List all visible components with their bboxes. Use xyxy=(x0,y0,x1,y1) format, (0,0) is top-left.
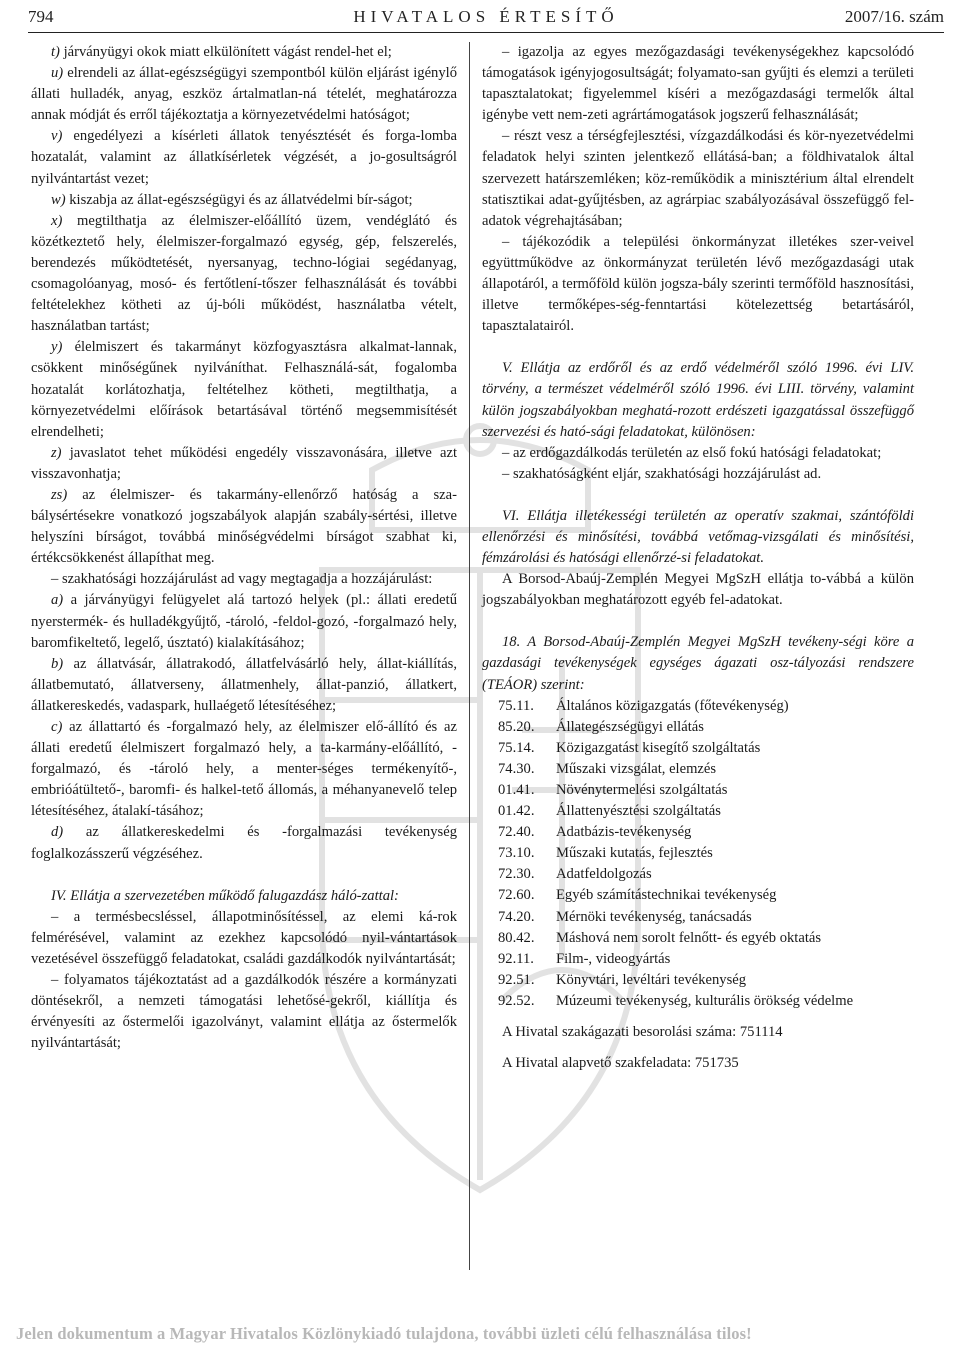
left-column xyxy=(31,42,457,1054)
list-item: 75.14. Közigazgatást kisegítő szolgáltatás xyxy=(498,739,761,756)
dash-item-6: – tájékozódik a települési önkormányzat illetékes szer-veivel együttműködve az önkormányzat területén lévő mezőgazdasági utak állapotáról, a termőföld külön jogsza-bály szerinti termőföld hasznosítási, illetve termőképes-ség-fenntartási kötelezettség betartásáról, tapasztalatairól. xyxy=(482,233,914,335)
item-t: t) járványügyi okok miatt elkülönített vágást rendel-het el; xyxy=(51,44,392,60)
item-u: u) elrendeli az állat-egészségügyi szempontból külön eljárást igénylő állati hulladék, anyag, eszköz ártalmatlan-ná tételét, meghatározza annak módját és erről tájékoztatja a környezetvédelmi hatóságot; xyxy=(31,65,457,124)
spacer xyxy=(482,337,914,358)
item-d: d) az állatkereskedelmi és -forgalmazási tevékenység foglalkozásszerű végzéséhez. xyxy=(31,824,457,862)
list-item: 72.60. Egyéb számítástechnikai tevékenység xyxy=(498,887,777,904)
classification-number-line: A Hivatal szakágazati besorolási száma: 751114 xyxy=(502,1024,783,1041)
spacer xyxy=(482,1012,914,1022)
list-item: 92.52. Múzeumi tevékenység, kulturális örökség védelme xyxy=(498,992,854,1009)
list-item: 73.10. Műszaki kutatás, fejlesztés xyxy=(498,845,713,862)
section-18-heading: 18. A Borsod-Abaúj-Zemplén Megyei MgSzH tevékeny-ségi köre a gazdasági tevékenységek egységes ágazati osz-tályozási rendszere (TEÁOR) szerint: xyxy=(482,634,914,693)
spacer xyxy=(31,865,457,886)
list-item: 85.20. Állategészségügyi ellátás xyxy=(498,718,704,735)
list-item: 74.20. Mérnöki tevékenység, tanácsadás xyxy=(498,908,752,925)
page-number: 794 xyxy=(28,7,54,26)
item-v: v) engedélyezi a kísérleti állatok tenyésztését és forga-lomba hozatalát, valamint az állatkísérletek végzését, a jo-gosultságról nyilvántartást vezet; xyxy=(31,128,457,187)
header-rule xyxy=(28,32,944,33)
list-item: 01.42. Állattenyésztési szolgáltatás xyxy=(498,803,721,820)
dash-item-1: – szakhatósági hozzájárulást ad vagy megtagadja a hozzájárulást: xyxy=(51,571,433,588)
copyright-notice: Jelen dokumentum a Magyar Hivatalos Közlönykiadó tulajdona, további üzleti célú felhasználása tilos! xyxy=(16,1324,752,1343)
dash-item-3: – folyamatos tájékoztatást ad a gazdálkodók részére a kormányzati döntésekről, a nemzeti támogatási lehetősé-gekről, kiállítja és érvényesíti az őstermelői igazolványt, valamint ellátja az őstermelők nyilvántartását; xyxy=(31,972,457,1052)
dash-item-5: – részt vesz a térségfejlesztési, vízgazdálkodási és kör-nyezetvédelmi feladatok helyi szinten jelentkező ellátásá-ban; a földhivatalok által szervezett határszemléken; köz-reműködik a minisztérium által elrendelt statisztikai adat-gyűjtésben, az agrárpiac szabályozásával összefüggő fel-adatok végrehajtásában; xyxy=(482,128,914,229)
list-item: 72.40. Adatbázis-tevékenység xyxy=(498,824,692,841)
spacer xyxy=(482,485,914,506)
item-z: z) javaslatot tehet működési engedély visszavonására, illetve azt visszavonhatja; xyxy=(31,444,457,482)
item-c: c) az állattartó és -forgalmazó hely, az élelmiszer elő-állító és az állati eredetű élelmiszert forgalmazó hely, a ta-karmány-előállító, -forgalmazó, és -tároló hely, a menter-séges termékenyítő-, embrióátültető-, baromfi- és halkel-tető állomás, a méhanyanevelő telep létesítéséhez, átalakí-tásához; xyxy=(31,719,457,820)
item-x: x) megtilthatja az élelmiszer-előállító üzem, vendéglátó és közétkeztető hely, élelmiszer-forgalmazó egység, gép, felszerelés, berendezés működtetését, nyersanyag, techno-lógiai segédanyag, csomagolóanyag, mosó- és fertőtlení-tőszer felhasználását és további feltételekhez kötheti az új-bóli működést, használatba vételt, használatban tartást; xyxy=(31,212,457,335)
issue-number: 2007/16. szám xyxy=(844,7,944,26)
right-column xyxy=(482,42,914,1074)
spacer xyxy=(482,1043,914,1053)
dash-item-4: – igazolja az egyes mezőgazdasági tevékenységekhez kapcsolódó támogatások igényjogosultságát; folyamato-san gyűjti és elemzi a területi tapasztalatokat; figyelemmel kíséri a mezőgazdasági termelők által igénybe vett nem-zeti agrártámogatások jogszerű felhasználását; xyxy=(482,44,914,124)
list-item: 80.42. Máshová nem sorolt felnőtt- és egyéb oktatás xyxy=(498,929,822,946)
basic-task-line: A Hivatal alapvető szakfeladata: 751735 xyxy=(502,1055,739,1072)
section-iv-heading: IV. Ellátja a szervezetében működő falugazdász háló-zattal: xyxy=(51,887,399,904)
publication-title: HIVATALOS ÉRTESÍTŐ xyxy=(353,7,619,26)
item-y: y) élelmiszert és takarmányt közfogyasztásra alkalmat-lannak, csökkent minőségűnek nyilváníthat. Felhasználá-sát, fogalomba hozatalát korlátozhatja, feltételhez kötheti, megtilthatja, a környezetvédelmi előírások betartásával történő megsemmisítését elrendelheti; xyxy=(31,339,457,440)
item-a: a) a járványügyi felügyelet alá tartozó helyek (pl.: állati eredetű nyerstermék- és hulladékgyűjtő, -tároló, -feldol-gozó, -forgalmazó hely, baromfikeltető, legelő, úsztató) kialakításához; xyxy=(31,592,457,651)
list-item: 72.30. Adatfeldolgozás xyxy=(498,866,652,883)
list-item: 74.30. Műszaki vizsgálat, elemzés xyxy=(498,760,717,777)
list-item: 75.11. Általános közigazgatás (főtevékenység) xyxy=(498,697,789,714)
column-divider xyxy=(469,42,470,1270)
item-zs: zs) az élelmiszer- és takarmány-ellenőrző hatóság a sza-bálysértésekre vonatkozó jogszabályok alapján szabály-sértési, illetve helyszíni bírságot, továbbá minőségvédelmi bírságot szabhat ki, értékcsökkenést állapíthat meg. xyxy=(31,486,457,567)
dash-item-7: – az erdőgazdálkodás területén az első fokú hatósági feladatokat; xyxy=(502,444,882,461)
item-w: w) kiszabja az állat-egészségügyi és az állatvédelmi bír-ságot; xyxy=(51,191,413,208)
dash-item-8: – szakhatóságként eljár, szakhatósági hozzájárulást ad. xyxy=(502,465,822,482)
list-item: 01.41. Növénytermelési szolgáltatás xyxy=(498,782,728,798)
item-b: b) az állatvásár, állatrakodó, állatfelvásárló hely, állat-kiállítás, állatbemutató, állatverseny, állatmenhely, állat-panzió, állatkert, állatkereskedés, vadaspark, hullaégető létesítéséhez; xyxy=(31,655,457,714)
teaor-list xyxy=(498,696,914,1012)
section-v-heading: V. Ellátja az erdőről és az erdő védelméről szóló 1996. évi LIV. törvény, a természet védelméről szóló 1996. évi LIII. törvény, valamint külön jogszabályokban meghatá-rozott erdészeti igazgatással összefüggő szervezési és ható-sági feladatokat, különösen: xyxy=(482,360,914,440)
list-item: 92.51. Könyvtári, levéltári tevékenység xyxy=(498,971,747,988)
page-header xyxy=(28,6,944,32)
spacer xyxy=(482,611,914,632)
section-vi-heading: VI. Ellátja illetékességi területén az operatív szakmai, szántóföldi ellenőrzési és minősítési, továbbá vetőmag-vizsgálati és minősítési, fémzárolási és hatósági ellenőrzé-si feladatokat. xyxy=(482,507,914,567)
list-item: 92.11. Film-, videogyártás xyxy=(498,950,671,967)
dash-item-2: – a termésbecsléssel, állapotminősítéssel, az elemi ká-rok felmérésével, valamint az ezekhez kapcsolódó nyil-vántartások vezetésével összefüggő feladatokat, családi gazdálkodók nyilvántartását; xyxy=(31,908,457,967)
paragraph-additional-tasks: A Borsod-Abaúj-Zemplén Megyei MgSzH ellátja to-vábbá a külön jogszabályokban meghatározott egyéb fel-adatokat. xyxy=(482,571,914,609)
